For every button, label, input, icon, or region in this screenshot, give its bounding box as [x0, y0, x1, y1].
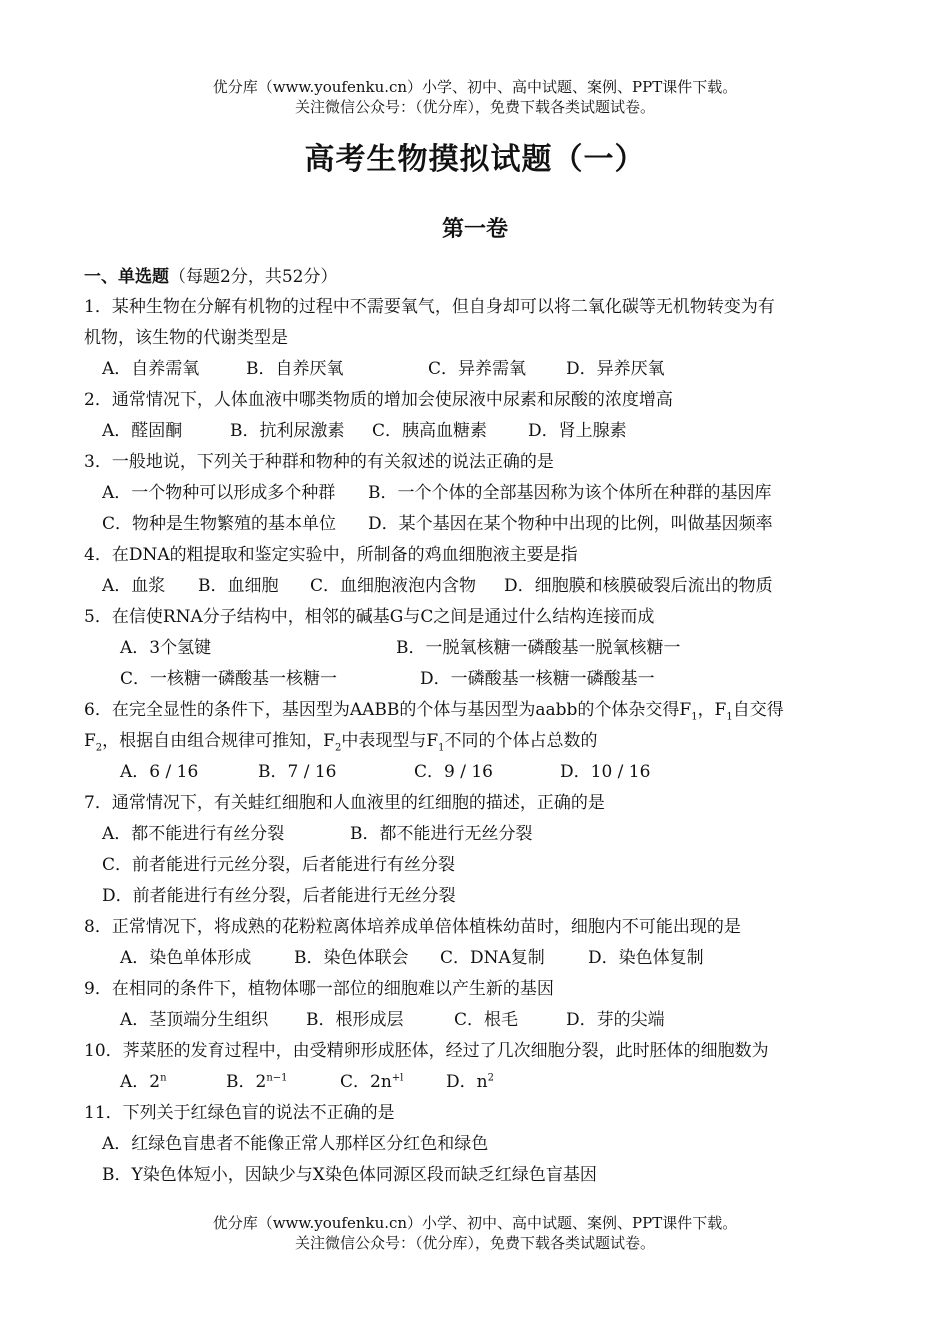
question-6-line-1	[84, 699, 784, 721]
q2-option-c: C．胰高血糖素	[372, 421, 488, 441]
q6-line2-sub-2: 2	[334, 742, 342, 754]
q8-option-b: B．染色体联会	[294, 948, 409, 968]
q5-option-a: A．3个氢键	[120, 638, 212, 658]
question-9-line-1: 9．在相同的条件下，植物体哪一部位的细胞难以产生新的基因	[84, 979, 554, 999]
q6-option-d: D．10 / 16	[560, 762, 651, 782]
q10-option-c-sup: +l	[391, 1072, 404, 1084]
page-title: 高考生物摸拟试题（一）	[304, 142, 646, 177]
q7-option-c: C．前者能进行元丝分裂，后者能进行有丝分裂	[102, 855, 456, 875]
section-heading	[84, 266, 337, 288]
q10-option-a-sup: n	[160, 1072, 167, 1084]
q6-line1-part-b: ，F	[697, 700, 727, 720]
question-1-line-1: 1．某种生物在分解有机物的过程中不需要氧气，但自身却可以将二氧化碳等无机物转变为有	[84, 297, 775, 317]
q1-option-c: C．异养需氧	[428, 359, 527, 379]
footer-line-1: 优分库（www.youfenku.cn）小学、初中、高中试题、案例、PPT课件下载。	[212, 1214, 738, 1232]
q10-option-d-sup: 2	[487, 1072, 494, 1084]
q6-option-a: A．6 / 16	[120, 762, 199, 782]
q7-option-a: A．都不能进行有丝分裂	[102, 824, 285, 844]
q10-option-a	[120, 1071, 167, 1093]
question-4-line-1: 4．在DNA的粗提取和鉴定实验中，所制备的鸡血细胞液主要是指	[84, 545, 578, 565]
section-label: 一、单选题	[84, 267, 169, 287]
q6-line1-sub-2: 1	[726, 711, 733, 723]
q6-line2-part-c: 中表现型与F	[341, 731, 439, 751]
q9-option-b: B．根形成层	[306, 1010, 404, 1030]
q8-option-d: D．染色体复制	[588, 948, 704, 968]
section-note: （每题2分，共52分）	[169, 267, 338, 287]
q4-option-b: B．血细胞	[198, 576, 279, 596]
q9-option-c: C．根毛	[454, 1010, 519, 1030]
q6-line2-part-b: ，根据自由组合规律可推知，F	[102, 731, 335, 751]
footer-line-2: 关注微信公众号：（优分库），免费下载各类试题试卷。	[294, 1234, 655, 1252]
q6-option-c: C．9 / 16	[414, 762, 493, 782]
question-5-line-1: 5．在信使RNA分子结构中，相邻的碱基G与C之间是通过什么结构连接而成	[84, 607, 655, 627]
q10-option-b-sup: n−1	[266, 1072, 288, 1084]
q4-option-d: D．细胞膜和核膜破裂后流出的物质	[504, 576, 773, 596]
question-2-line-1: 2．通常情况下，人体血液中哪类物质的增加会使尿液中尿素和尿酸的浓度增高	[84, 390, 673, 410]
question-10-line-1: 10．荠菜胚的发育过程中，由受精卵形成胚体，经过了几次细胞分裂，此时胚体的细胞数为	[84, 1041, 769, 1061]
q6-line2-sub-3: 1	[438, 742, 445, 754]
q10-option-c	[340, 1071, 403, 1093]
q3-option-a: A．一个物种可以形成多个种群	[102, 483, 336, 503]
question-1-line-2: 机物，该生物的代谢类型是	[84, 328, 288, 348]
q3-option-c: C．物种是生物繁殖的基本单位	[102, 514, 337, 534]
q6-line1-part-a: 6．在完全显性的条件下，基因型为AABB的个体与基因型为aabb的个体杂交得F	[84, 700, 692, 720]
q11-option-b: B．Y染色体短小，因缺少与X染色体同源区段而缺乏红绿色盲基因	[102, 1165, 597, 1185]
q5-option-c: C．一核糖一磷酸基一核糖一	[120, 669, 338, 689]
q7-option-d: D．前者能进行有丝分裂，后者能进行无丝分裂	[102, 886, 456, 906]
q3-option-b: B．一个个体的全部基因称为该个体所在种群的基因库	[368, 483, 772, 503]
question-8-line-1: 8．正常情况下，将成熟的花粉粒离体培养成单倍体植株幼苗时，细胞内不可能出现的是	[84, 917, 741, 937]
q8-option-c: C．DNA复制	[440, 948, 545, 968]
q10-option-a-text: A．2	[120, 1072, 161, 1092]
q6-line2-sub-1: 2	[95, 742, 103, 754]
q4-option-a: A．血浆	[102, 576, 166, 596]
q6-line1-part-c: 自交得	[732, 700, 784, 720]
q2-option-d: D．肾上腺素	[528, 421, 627, 441]
question-3-line-1: 3．一般地说，下列关于种群和物种的有关叙述的说法正确的是	[84, 452, 554, 472]
q4-option-c: C．血细胞液泡内含物	[310, 576, 477, 596]
q1-option-b: B．自养厌氧	[246, 359, 344, 379]
question-11-line-1: 11．下列关于红绿色盲的说法不正确的是	[84, 1103, 395, 1123]
q10-option-b	[226, 1071, 288, 1093]
q6-option-b: B．7 / 16	[258, 762, 337, 782]
q2-option-b: B．抗利尿激素	[230, 421, 345, 441]
q9-option-d: D．芽的尖端	[566, 1010, 665, 1030]
header-line-1: 优分库（www.youfenku.cn）小学、初中、高中试题、案例、PPT课件下载。	[212, 78, 738, 96]
q11-option-a: A．红绿色盲患者不能像正常人那样区分红色和绿色	[102, 1134, 489, 1154]
q2-option-a: A．醛固酮	[102, 421, 183, 441]
q10-option-b-text: B．2	[226, 1072, 267, 1092]
q9-option-a: A．茎顶端分生组织	[120, 1010, 269, 1030]
section-subtitle: 第一卷	[441, 216, 508, 242]
q10-option-d-text: D．n	[446, 1072, 488, 1092]
q8-option-a: A．染色单体形成	[120, 948, 252, 968]
header-line-2: 关注微信公众号：（优分库），免费下载各类试题试卷。	[294, 98, 655, 116]
q1-option-d: D．异养厌氧	[566, 359, 665, 379]
q7-option-b: B．都不能进行无丝分裂	[350, 824, 533, 844]
q5-option-d: D．一磷酸基一核糖一磷酸基一	[420, 669, 655, 689]
q3-option-d: D．某个基因在某个物种中出现的比例，叫做基因频率	[368, 514, 773, 534]
q5-option-b: B．一脱氧核糖一磷酸基一脱氧核糖一	[396, 638, 681, 658]
question-7-line-1: 7．通常情况下，有关蛙红细胞和人血液里的红细胞的描述，正确的是	[84, 793, 605, 813]
q6-line2-part-d: 不同的个体占总数的	[444, 731, 598, 751]
q10-option-c-text: C．2n	[340, 1072, 392, 1092]
question-6-line-2	[84, 730, 598, 752]
q6-line2-part-a: F	[84, 731, 96, 751]
q1-option-a: A．自养需氧	[102, 359, 200, 379]
q6-line1-sub-1: 1	[691, 711, 698, 723]
q10-option-d	[446, 1071, 494, 1093]
